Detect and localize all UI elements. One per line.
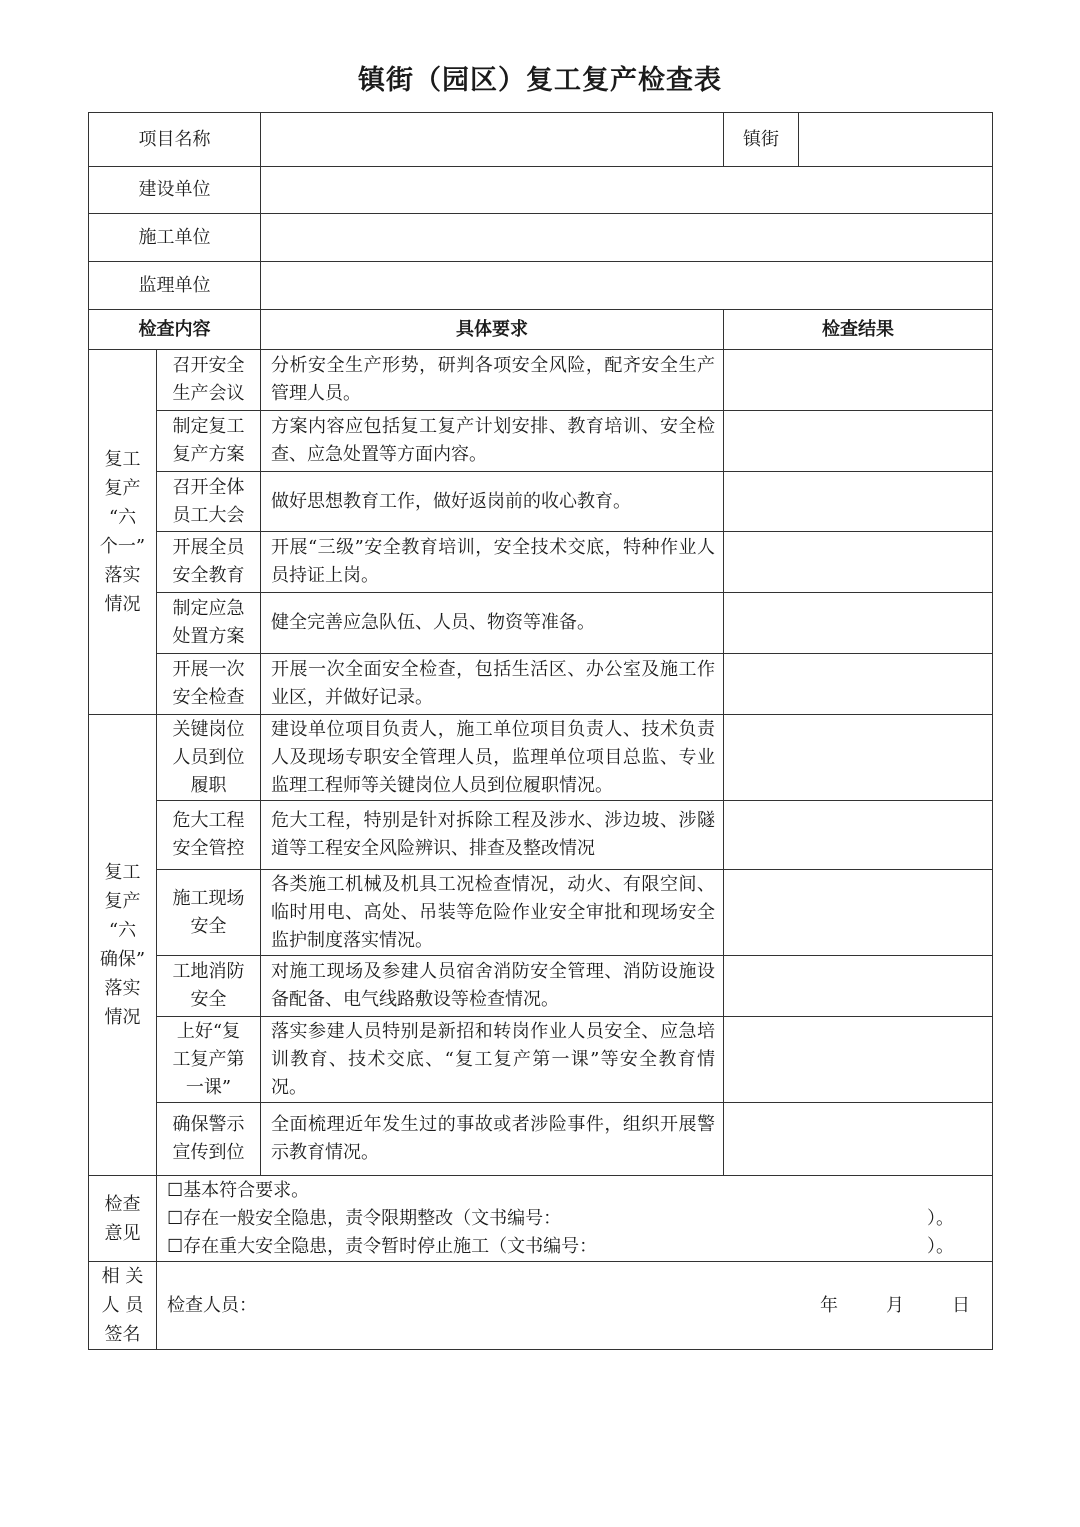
constructor-row [89,214,993,262]
check-row [89,411,993,472]
item-name [157,532,261,593]
group1-label-line: 复产 [104,478,141,499]
header-content: 检查内容 [89,310,261,350]
item-name [157,870,261,956]
result-field[interactable] [724,472,993,532]
option-general-hazard-text: ☐存在一般安全隐患，责令限期整改（文书编号： [167,1207,562,1229]
project-name-row [89,113,993,167]
builder-field[interactable] [261,167,993,214]
signature-label [89,1262,157,1350]
opinion-options [157,1176,993,1262]
check-row [89,801,993,870]
result-field[interactable] [724,350,993,411]
result-field[interactable] [724,956,993,1017]
item-name-line: 上好“复 [176,1020,241,1042]
town-label: 镇街 [724,113,799,167]
item-name-line: 安全教育 [172,565,245,586]
check-row [89,532,993,593]
group1-label-line: 落实 [104,565,141,586]
item-name-line: 工复产第 [172,1048,245,1070]
item-name [157,350,261,411]
item-requirement: 分析安全生产形势，研判各项安全风险，配齐安全生产管理人员。 [261,350,724,411]
item-requirement: 健全完善应急队伍、人员、物资等准备。 [261,593,724,654]
check-row [89,956,993,1017]
signature-row [89,1262,993,1350]
group2-label-line: 复工 [104,862,141,883]
item-name-line: 复产方案 [172,444,245,465]
item-requirement: 开展“三级”安全教育培训，安全技术交底，特种作业人员持证上岗。 [261,532,724,593]
option-compliant-text: ☐基本符合要求。 [167,1179,310,1201]
option-tail: ）。 [927,1207,954,1229]
item-name-line: 员工大会 [172,504,245,526]
item-requirement: 对施工现场及参建人员宿舍消防安全管理、消防设施设备配备、电气线路敷设等检查情况。 [261,956,724,1017]
group2-label-line: 落实 [104,978,141,999]
result-field[interactable] [724,654,993,715]
project-name-label: 项目名称 [89,113,261,167]
signature-label-line: 签名 [104,1324,141,1345]
opinion-label [89,1176,157,1262]
item-name-line: 确保警示 [172,1114,245,1135]
item-name-line: 安全 [190,989,227,1010]
opinion-row [89,1176,993,1262]
builder-row [89,167,993,214]
check-row [89,654,993,715]
group1-label [89,350,157,715]
item-name [157,472,261,532]
opinion-label-line: 检查 [104,1193,141,1215]
item-name [157,654,261,715]
group2-label-line: 复产 [104,891,141,912]
item-name-line: 召开全体 [172,476,245,498]
item-name [157,715,261,801]
check-row [89,350,993,411]
item-requirement: 全面梳理近年发生过的事故或者涉险事件，组织开展警示教育情况。 [261,1103,724,1176]
item-name-line: 安全检查 [172,687,245,708]
sign-date [820,1292,992,1320]
item-name-line: 履职 [190,774,227,796]
inspection-table [88,112,993,1350]
group2-label-line: “六 [108,920,137,941]
opinion-label-line: 意见 [104,1222,141,1244]
item-name-line: 关键岗位 [172,718,245,740]
item-name [157,801,261,870]
item-name-line: 宣传到位 [172,1142,245,1163]
item-requirement: 开展一次全面安全检查，包括生活区、办公室及施工作业区，并做好记录。 [261,654,724,715]
check-row [89,472,993,532]
signature-cell[interactable] [157,1262,993,1350]
item-requirement: 落实参建人员特别是新招和转岗作业人员安全、应急培训教育、技术交底、“复工复产第一课”等安全教育情况。 [261,1017,724,1103]
item-name-line: 处置方案 [172,626,245,647]
item-name [157,593,261,654]
option-general-hazard[interactable] [167,1205,992,1233]
item-name [157,1017,261,1103]
item-name-line: 开展一次 [172,659,245,680]
item-requirement: 方案内容应包括复工复产计划安排、教育培训、安全检查、应急处置等方面内容。 [261,411,724,472]
result-field[interactable] [724,532,993,593]
item-name-line: 安全 [190,915,227,937]
check-row [89,593,993,654]
town-field[interactable] [799,113,993,167]
header-result: 检查结果 [724,310,993,350]
item-name-line: 一课” [185,1076,232,1098]
result-field[interactable] [724,715,993,801]
item-name-line: 召开安全 [172,355,245,376]
result-field[interactable] [724,1017,993,1103]
group1-label-line: 复工 [104,449,141,470]
group1-label-line: 情况 [104,594,141,615]
item-name [157,1103,261,1176]
option-tail: ）。 [927,1235,954,1257]
supervisor-row [89,262,993,310]
check-row [89,1103,993,1176]
item-name-line: 工地消防 [172,961,245,982]
group1-label-line: 个一” [99,536,146,557]
result-field[interactable] [724,1103,993,1176]
item-name-line: 制定复工 [172,416,245,437]
constructor-label: 施工单位 [89,214,261,262]
group2-label [89,715,157,1176]
result-field[interactable] [724,870,993,956]
item-name-line: 施工现场 [172,887,245,909]
option-major-hazard-text: ☐存在重大安全隐患，责令暂时停止施工（文书编号： [167,1235,598,1257]
item-requirement: 危大工程，特别是针对拆除工程及涉水、涉边坡、涉隧道等工程安全风险辨识、排查及整改情况 [261,801,724,870]
result-field[interactable] [724,801,993,870]
item-name [157,956,261,1017]
project-name-field[interactable] [261,113,724,167]
check-row [89,1017,993,1103]
item-name-line: 人员到位 [172,746,245,768]
item-name [157,411,261,472]
signature-label-line: 人 员 [101,1295,144,1316]
check-row [89,715,993,801]
item-name-line: 危大工程 [172,810,245,831]
item-name-line: 开展全员 [172,537,245,558]
date-year: 年 [820,1294,838,1316]
option-compliant[interactable] [167,1177,992,1205]
item-name-line: 安全管控 [172,838,245,859]
item-name-line: 生产会议 [172,383,245,404]
date-month: 月 [886,1294,904,1316]
item-requirement: 各类施工机械及机具工况检查情况，动火、有限空间、临时用电、高处、吊装等危险作业安全审批和现场安全监护制度落实情况。 [261,870,724,956]
page-title: 镇街（园区）复工复产检查表 [358,65,722,96]
result-field[interactable] [724,411,993,472]
inspector-label: 检查人员： [167,1294,257,1316]
group2-label-line: 情况 [104,1007,141,1028]
supervisor-label: 监理单位 [89,262,261,310]
item-requirement: 做好思想教育工作，做好返岗前的收心教育。 [261,472,724,532]
option-major-hazard[interactable] [167,1233,992,1261]
header-requirement: 具体要求 [261,310,724,350]
item-name-line: 制定应急 [172,598,245,619]
check-row [89,870,993,956]
result-field[interactable] [724,593,993,654]
item-requirement: 建设单位项目负责人，施工单位项目负责人、技术负责人及现场专职安全管理人员，监理单位项目总监、专业监理工程师等关键岗位人员到位履职情况。 [261,715,724,801]
group1-label-line: “六 [108,507,137,528]
constructor-field[interactable] [261,214,993,262]
builder-label: 建设单位 [89,167,261,214]
supervisor-field[interactable] [261,262,993,310]
signature-label-line: 相 关 [101,1266,144,1287]
date-day: 日 [952,1294,970,1316]
group2-label-line: 确保” [99,949,146,970]
header-row [89,310,993,350]
